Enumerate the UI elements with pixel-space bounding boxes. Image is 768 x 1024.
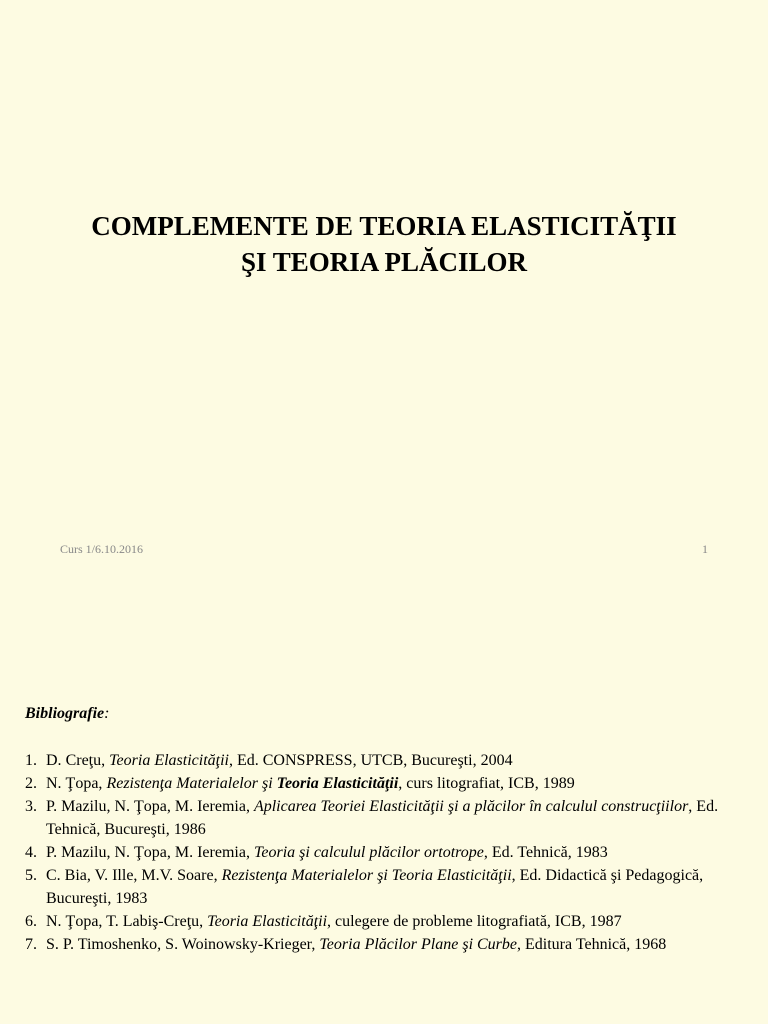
bibliography-item-text: Ed. Tehnică, 1983 <box>491 844 608 861</box>
bibliography-item-number: 1. <box>25 752 37 769</box>
bibliography-item <box>25 795 760 841</box>
bibliography-item-text: S. P. Timoshenko, S. Woinowsky-Krieger, <box>46 936 320 953</box>
slide-title <box>0 208 768 280</box>
footer-page-number: 1 <box>702 542 708 556</box>
bibliography-item-number: 5. <box>25 867 37 884</box>
bibliography-item <box>25 910 760 933</box>
bibliography-item-text: , ICB, 1987 <box>546 913 622 930</box>
bibliography-item-text: , <box>517 936 526 953</box>
bibliography-item-text: Aplicarea Teoriei Elasticităţii şi a plăcilor în calculul construcţiilor <box>253 798 689 815</box>
bibliography-item-text: Teoria Elasticităţii <box>276 775 399 792</box>
bibliography-item-text: Didactică şi Pedagogică, Bucureşti <box>46 867 704 907</box>
bibliography-heading-text: Bibliografie <box>25 705 105 722</box>
bibliography-item <box>25 772 760 795</box>
bibliography-item-text: , culegere de probleme <box>327 913 477 930</box>
bibliography-item-text: Teoria Elasticităţii <box>109 752 229 769</box>
bibliography-item-number: 2. <box>25 775 37 792</box>
bibliography-item-text: N. Ţopa, T. Labiş-Creţu, <box>46 913 208 930</box>
bibliography-item-text: , <box>688 798 697 815</box>
bibliography-item-number: 7. <box>25 936 37 953</box>
bibliography-item-text: Rezistenţa Materialelor şi Teoria Elasticităţii <box>221 867 512 884</box>
bibliography-item-text: , 1983 <box>107 890 148 907</box>
bibliography-item-text: Teoria Elasticităţii <box>207 913 328 930</box>
bibliography-item-text: , <box>101 752 110 769</box>
bibliography-item <box>25 749 760 772</box>
footer-course-date: Curs 1/6.10.2016 <box>60 542 144 556</box>
bibliography-item-text: Creţu <box>65 752 102 769</box>
title-line-1: COMPLEMENTE DE TEORIA ELASTICITĂŢII <box>91 211 677 241</box>
bibliography-item-text: N. Ţopa, <box>46 775 107 792</box>
bibliography-item-text: litografiată <box>476 913 547 930</box>
bibliography-item-text: P. Mazilu, N. Ţopa, M. Ieremia, <box>46 844 254 861</box>
bibliography-item-text: , Ed. CONSPRESS, UTCB, <box>228 752 412 769</box>
bibliography-item <box>25 841 760 864</box>
bibliography-item-text: , 1968 <box>626 936 667 953</box>
bibliography-item-number: 3. <box>25 798 37 815</box>
bibliography-item <box>25 933 760 956</box>
bibliography-item-number: 4. <box>25 844 37 861</box>
bibliography-item-text: Editura Tehnică <box>525 936 627 953</box>
bibliography-list <box>25 749 760 956</box>
bibliography-item-text: Bucureşti <box>411 752 473 769</box>
bibliography-heading-colon: : <box>104 705 110 722</box>
bibliography-item-number: 6. <box>25 913 37 930</box>
bibliography-heading <box>25 705 109 723</box>
bibliography-item-text: Rezistenţa Materialelor şi <box>106 775 277 792</box>
bibliography-item-text: , <box>483 844 492 861</box>
bibliography-item-text: Teoria şi calculul plăcilor ortotrope <box>253 844 484 861</box>
bibliography-item-text: , curs litografiat, ICB, 1989 <box>398 775 575 792</box>
bibliography-item <box>25 864 760 910</box>
title-line-2: ŞI TEORIA PLĂCILOR <box>240 247 528 277</box>
bibliography-item-text: , Ed. <box>511 867 546 884</box>
bibliography-item-text: C. Bia, V. Ille, M.V. Soare, <box>46 867 222 884</box>
bibliography-item-text: Ed. Tehnică, Bucureşti, 1986 <box>46 798 719 838</box>
bibliography-item-text: P. Mazilu, N. Ţopa, M. Ieremia, <box>46 798 254 815</box>
bibliography-item-text: Teoria Plăcilor Plane şi Curbe <box>319 936 518 953</box>
bibliography-item-text: , 2004 <box>472 752 513 769</box>
bibliography-item-text: D. <box>46 752 66 769</box>
